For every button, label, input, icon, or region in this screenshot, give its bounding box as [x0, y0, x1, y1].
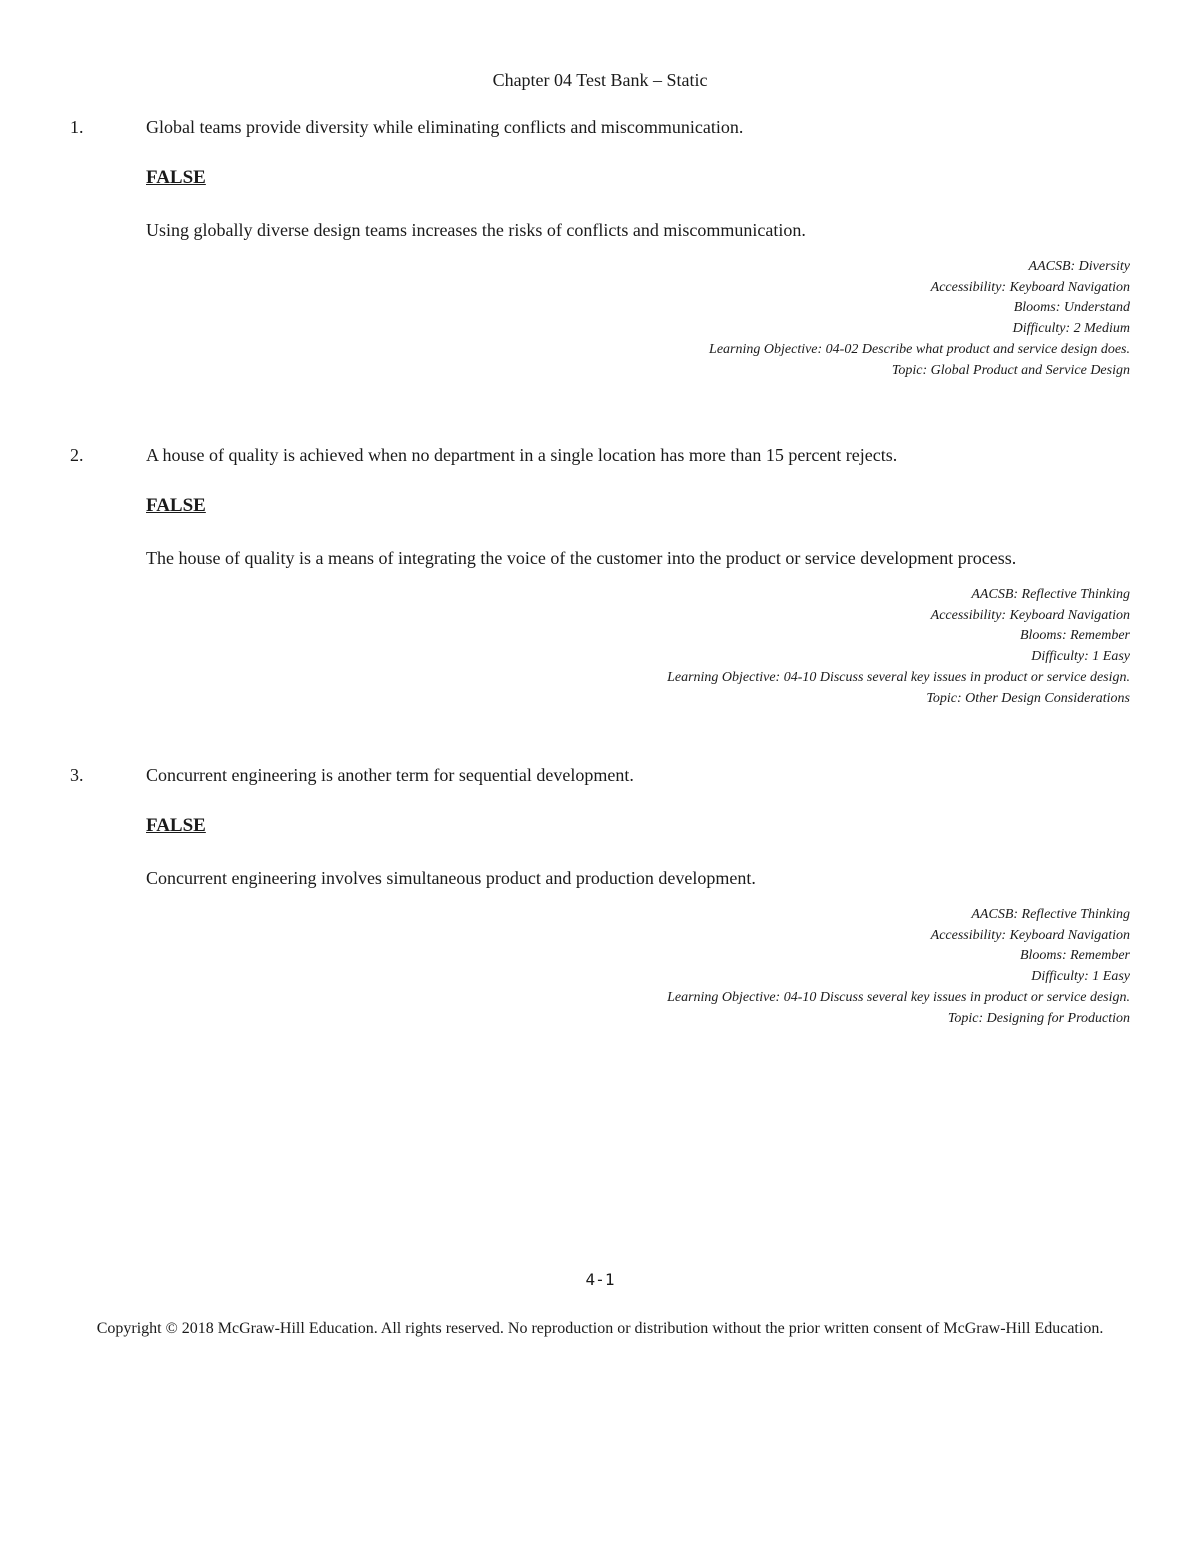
question-row [70, 115, 1130, 139]
explanation: The house of quality is a means of integrating the voice of the customer into the product or service development process. [146, 548, 1017, 568]
meta-aacsb: AACSB: Reflective Thinking [971, 587, 1130, 602]
page-header: Chapter 04 Test Bank – Static [492, 70, 708, 90]
question-row [70, 443, 1130, 467]
question-text: A house of quality is achieved when no department in a single location has more than 15 percent rejects. [146, 445, 898, 465]
page-number: 4-1 [585, 1270, 615, 1289]
question-text: Global teams provide diversity while eliminating conflicts and miscommunication. [146, 117, 744, 137]
question-metadata [70, 257, 1130, 381]
meta-learning-objective: Learning Objective: 04-10 Discuss several key issues in product or service design. [667, 669, 1130, 685]
meta-difficulty: Difficulty: 1 Easy [1031, 969, 1130, 985]
explanation: Concurrent engineering involves simultaneous product and production development. [146, 868, 756, 888]
meta-blooms: Blooms: Remember [1019, 948, 1130, 964]
answer: FALSE [146, 167, 206, 188]
question-number: 2. [70, 445, 84, 465]
question-2 [70, 443, 1130, 709]
meta-topic: Topic: Global Product and Service Design [891, 362, 1130, 378]
meta-accessibility: Accessibility: Keyboard Navigation [930, 607, 1130, 623]
copyright-notice: Copyright © 2018 McGraw-Hill Education. All rights reserved. No reproduction or distribution without the prior written consent of McGraw-Hill Education. [96, 1320, 1104, 1337]
meta-aacsb: AACSB: Reflective Thinking [971, 907, 1130, 922]
question-1 [70, 115, 1130, 381]
meta-topic: Topic: Other Design Considerations [926, 690, 1130, 706]
meta-blooms: Blooms: Understand [1013, 300, 1130, 316]
meta-topic: Topic: Designing for Production [947, 1010, 1130, 1026]
question-3 [70, 763, 1130, 1029]
meta-blooms: Blooms: Remember [1019, 628, 1130, 644]
question-text: Concurrent engineering is another term for sequential development. [146, 765, 634, 785]
question-number: 1. [70, 117, 84, 137]
meta-difficulty: Difficulty: 2 Medium [1012, 321, 1130, 337]
question-row [70, 763, 1130, 787]
meta-accessibility: Accessibility: Keyboard Navigation [930, 279, 1130, 295]
question-metadata [70, 905, 1130, 1029]
meta-learning-objective: Learning Objective: 04-10 Discuss several key issues in product or service design. [667, 989, 1130, 1005]
meta-difficulty: Difficulty: 1 Easy [1031, 649, 1130, 665]
meta-learning-objective: Learning Objective: 04-02 Describe what product and service design does. [709, 341, 1130, 357]
answer: FALSE [146, 815, 206, 836]
explanation: Using globally diverse design teams increases the risks of conflicts and miscommunication. [146, 220, 806, 240]
answer: FALSE [146, 495, 206, 516]
meta-aacsb: AACSB: Diversity [1028, 259, 1130, 274]
question-metadata [70, 585, 1130, 709]
meta-accessibility: Accessibility: Keyboard Navigation [930, 927, 1130, 943]
question-number: 3. [70, 765, 84, 785]
